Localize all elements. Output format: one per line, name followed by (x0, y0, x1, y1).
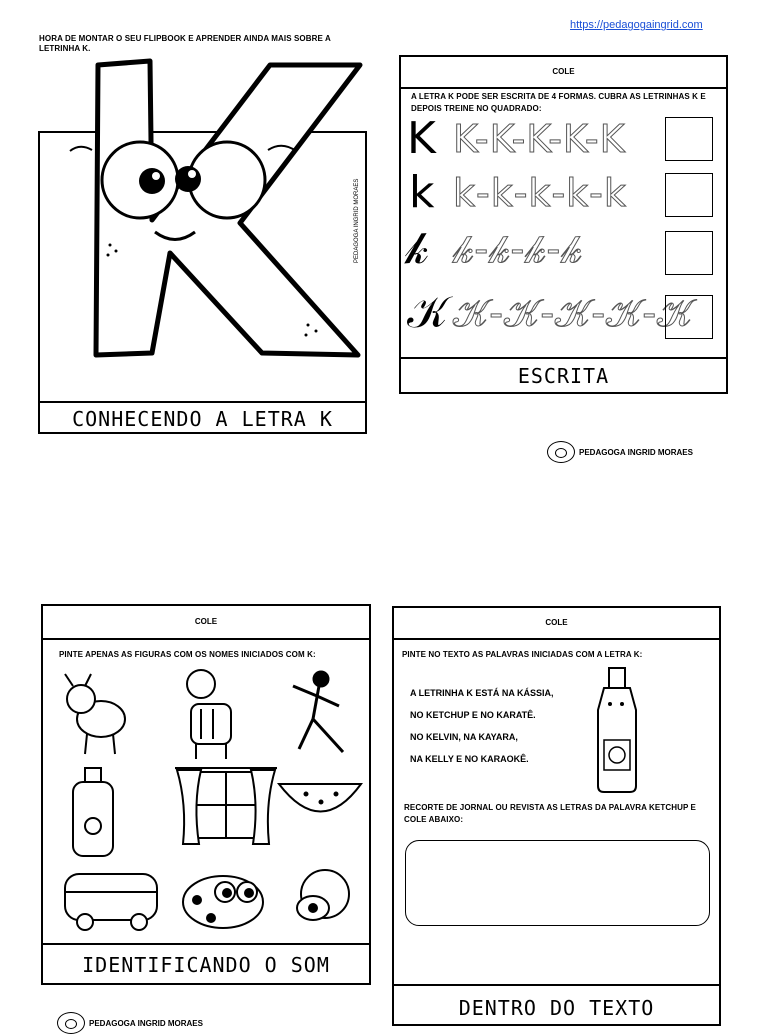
big-letter-cursive-upper: 𝒦 (407, 287, 448, 338)
text-instruction: PINTE NO TEXTO AS PALAVRAS INICIADAS COM A LETRA K: (402, 650, 643, 659)
cole-header: COLE (394, 608, 719, 640)
panel-identificando (41, 604, 371, 985)
cut-instruction: RECORTE DE JORNAL OU REVISTA AS LETRAS DA PALAVRA KETCHUP E COLE ABAIXO: (404, 803, 696, 824)
ingrid-face-icon (57, 1012, 85, 1034)
goat-icon (65, 674, 125, 754)
kiwi-icon (297, 870, 349, 920)
panel-label: CONHECENDO A LETRA K (40, 401, 365, 435)
k-character-illustration (40, 55, 370, 365)
trace-cursive-upper: 𝒦-𝒦-𝒦-𝒦-𝒦 (453, 291, 694, 335)
ladybug-icon (183, 876, 263, 928)
trace-lower: k-k-k-k-k (453, 171, 627, 215)
ketchup-bottle-icon (592, 666, 642, 796)
trace-cursive-lower: 𝓀-𝓀-𝓀-𝓀 (453, 227, 583, 271)
cole-header: COLE (43, 606, 369, 640)
brand-logo (547, 441, 693, 463)
window-curtain-icon (175, 768, 277, 844)
watermark: PEDAGOGA INGRID MORAES (354, 178, 360, 263)
paste-area[interactable] (405, 840, 710, 926)
panel-label: DENTRO DO TEXTO (394, 984, 719, 1030)
practice-square-1[interactable] (665, 117, 713, 161)
ingrid-face-icon (547, 441, 575, 463)
sound-instruction: PINTE APENAS AS FIGURAS COM OS NOMES INICIADOS COM K: (59, 650, 316, 659)
karate-icon (293, 672, 343, 752)
panel-label: IDENTIFICANDO O SOM (43, 943, 369, 985)
big-letter-upper: K (407, 113, 436, 164)
big-letter-cursive-lower: 𝓀 (405, 223, 429, 274)
intro-text: HORA DE MONTAR O SEU FLIPBOOK E APRENDER AINDA MAIS SOBRE A LETRINHA K. (39, 34, 331, 53)
panel-label: ESCRITA (401, 357, 726, 394)
poem-line-4: NA KELLY E NO KARAOKÊ. (410, 754, 529, 764)
van-icon (65, 874, 157, 930)
poem-line-3: NO KELVIN, NA KAYARA, (410, 732, 518, 742)
practice-square-3[interactable] (665, 231, 713, 275)
trace-upper: K-K-K-K-K (453, 117, 626, 161)
site-link[interactable]: https://pedagogaingrid.com (570, 19, 703, 31)
practice-square-2[interactable] (665, 173, 713, 217)
practice-square-4[interactable] (665, 295, 713, 339)
panel-dentro-texto (392, 606, 721, 1026)
cole-header: COLE (401, 57, 726, 89)
brand-logo-text: PEDAGOGA INGRID MORAES (89, 1018, 203, 1028)
brand-logo (57, 1012, 203, 1034)
watermelon-icon (279, 784, 361, 812)
ketchup-bottle-icon (73, 768, 113, 856)
brand-logo-text: PEDAGOGA INGRID MORAES (579, 447, 693, 457)
big-letter-lower: k (409, 167, 435, 218)
panel-escrita (399, 55, 728, 394)
writing-instruction: A LETRA K PODE SER ESCRITA DE 4 FORMAS. CUBRA AS LETRINHAS K E DEPOIS TREINE NO QUADRADO: (411, 92, 706, 113)
figures-grid (51, 664, 363, 944)
zebra-icon (187, 670, 231, 759)
poem-line-1: A LETRINHA K ESTÁ NA KÁSSIA, (410, 688, 554, 698)
poem-line-2: NO KETCHUP E NO KARATÊ. (410, 710, 536, 720)
